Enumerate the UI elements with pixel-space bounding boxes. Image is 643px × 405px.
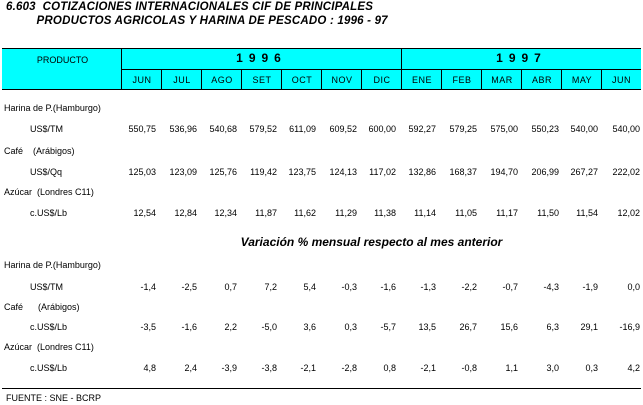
month-header-jun: JUN <box>132 75 152 85</box>
value-cell: 12,02 <box>617 208 640 218</box>
value-cell: 123,75 <box>288 167 316 177</box>
value-cell: 550,23 <box>531 124 559 134</box>
month-divider <box>241 69 242 89</box>
product-row <box>0 185 643 199</box>
value-cell: 0,8 <box>383 363 396 373</box>
value-cell: 124,13 <box>329 167 357 177</box>
value-cell: -2,8 <box>341 363 357 373</box>
value-cell: 11,05 <box>455 208 477 218</box>
value-cell: 579,52 <box>249 124 277 134</box>
unit-label: c.US$/Lb <box>30 363 68 373</box>
value-cell: 13,5 <box>418 322 436 332</box>
value-cell: 2,2 <box>224 322 237 332</box>
value-cell: 11,14 <box>414 208 436 218</box>
value-cell: 540,00 <box>612 124 640 134</box>
value-cell: 123,09 <box>169 167 197 177</box>
value-cell: 12,34 <box>214 208 237 218</box>
value-cell: 540,00 <box>570 124 598 134</box>
value-row <box>0 280 643 294</box>
table-title-line-1: 6.603 COTIZACIONES INTERNACIONALES CIF DE PRINCIPALES <box>6 1 374 13</box>
value-cell: 540,68 <box>209 124 237 134</box>
value-cell: -2,1 <box>300 363 316 373</box>
value-cell: -4,3 <box>543 282 559 292</box>
value-cell: 222,02 <box>612 167 640 177</box>
value-cell: 0,3 <box>344 322 357 332</box>
year-1997-header: 1997 <box>496 51 547 65</box>
month-header-ago: AGO <box>211 75 233 85</box>
value-cell: 609,52 <box>329 124 357 134</box>
month-header-oct: OCT <box>291 75 313 85</box>
month-header-mar: MAR <box>491 75 513 85</box>
month-header-ene: ENE <box>411 75 432 85</box>
month-divider <box>601 69 602 89</box>
value-cell: -2,2 <box>461 282 477 292</box>
product-name: Harina de P.(Hamburgo) <box>4 260 101 270</box>
value-cell: 3,6 <box>303 322 316 332</box>
month-divider <box>401 69 402 89</box>
product-row <box>0 144 643 158</box>
value-cell: 11,29 <box>335 208 357 218</box>
value-cell: 12,84 <box>174 208 197 218</box>
value-cell: 29,1 <box>580 322 598 332</box>
month-divider <box>201 69 202 89</box>
value-cell: 26,7 <box>459 322 477 332</box>
value-cell: -3,5 <box>140 322 156 332</box>
value-cell: 592,27 <box>408 124 436 134</box>
month-divider <box>321 69 322 89</box>
value-cell: 194,70 <box>490 167 518 177</box>
value-cell: -5,0 <box>261 322 277 332</box>
value-row <box>0 320 643 334</box>
value-cell: 117,02 <box>369 167 396 177</box>
table-title-line-2: PRODUCTOS AGRICOLAS Y HARINA DE PESCADO : 1996 - 97 <box>6 15 388 27</box>
product-name: Azúcar (Londres C11) <box>4 187 94 197</box>
value-cell: 11,38 <box>374 208 396 218</box>
value-cell: -1,6 <box>181 322 197 332</box>
product-name: Harina de P.(Hamburgo) <box>4 103 101 113</box>
value-cell: -3,9 <box>221 363 237 373</box>
unit-label: US$/TM <box>30 124 64 134</box>
value-cell: -1,9 <box>582 282 598 292</box>
month-divider <box>481 69 482 89</box>
month-divider <box>561 69 562 89</box>
value-cell: 4,8 <box>143 363 156 373</box>
value-row <box>0 165 643 179</box>
value-cell: 11,62 <box>294 208 316 218</box>
value-cell: -0,8 <box>461 363 477 373</box>
value-cell: -0,3 <box>341 282 357 292</box>
month-divider <box>361 69 362 89</box>
value-cell: 5,4 <box>303 282 316 292</box>
unit-label: c.US$/Lb <box>30 208 68 218</box>
month-header-feb: FEB <box>452 75 472 85</box>
value-cell: -1,6 <box>380 282 396 292</box>
value-cell: 267,27 <box>570 167 598 177</box>
value-cell: 11,17 <box>496 208 518 218</box>
unit-label: US$/Qq <box>30 167 63 177</box>
value-cell: 0,7 <box>224 282 237 292</box>
value-cell: -2,5 <box>181 282 197 292</box>
table-bottom-rule <box>2 388 641 389</box>
product-column-header: PRODUCTO <box>36 55 89 65</box>
value-cell: 0,0 <box>627 282 640 292</box>
value-cell: 7,2 <box>264 282 277 292</box>
unit-label: c.US$/Lb <box>30 322 68 332</box>
month-divider <box>521 69 522 89</box>
value-cell: 206,99 <box>531 167 559 177</box>
value-cell: 0,3 <box>585 363 598 373</box>
value-cell: 11,54 <box>576 208 598 218</box>
value-cell: 6,3 <box>546 322 559 332</box>
source-note: FUENTE : SNE - BCRP <box>6 393 102 403</box>
product-row <box>0 101 643 115</box>
value-cell: 550,75 <box>128 124 156 134</box>
variation-section-title: Variación % mensual respecto al mes anterior <box>240 235 503 249</box>
month-divider <box>281 69 282 89</box>
value-cell: 536,96 <box>169 124 197 134</box>
value-cell: 600,00 <box>368 124 396 134</box>
value-cell: 125,76 <box>209 167 237 177</box>
value-cell: -1,3 <box>420 282 436 292</box>
product-row <box>0 340 643 354</box>
product-row <box>0 300 643 314</box>
value-cell: 11,87 <box>255 208 277 218</box>
value-cell: 579,25 <box>449 124 477 134</box>
month-divider <box>161 69 162 89</box>
value-cell: 168,37 <box>449 167 477 177</box>
product-name: Café (Arábigos) <box>4 302 80 312</box>
value-row <box>0 361 643 375</box>
unit-label: US$/TM <box>30 282 64 292</box>
month-divider <box>441 69 442 89</box>
value-cell: 3,0 <box>546 363 559 373</box>
table-header <box>2 48 641 90</box>
value-cell: 125,03 <box>128 167 156 177</box>
value-cell: 575,00 <box>490 124 518 134</box>
value-cell: -2,1 <box>420 363 436 373</box>
month-header-nov: NOV <box>331 75 353 85</box>
year-1996-header: 1996 <box>236 51 287 65</box>
product-name: Café (Arábigos) <box>4 146 75 156</box>
month-header-may: MAY <box>571 75 593 85</box>
month-header-jun: JUN <box>612 75 631 85</box>
value-cell: 1,1 <box>505 363 518 373</box>
value-cell: -1,4 <box>140 282 156 292</box>
month-header-dic: DIC <box>373 75 391 85</box>
month-header-jul: JUL <box>173 75 191 85</box>
month-header-set: SET <box>252 75 272 85</box>
header-divider <box>121 69 641 70</box>
value-cell: 12,54 <box>133 208 156 218</box>
value-cell: -5,7 <box>380 322 396 332</box>
value-cell: 132,86 <box>408 167 436 177</box>
value-row <box>0 206 643 220</box>
value-cell: -0,7 <box>502 282 518 292</box>
month-header-abr: ABR <box>531 75 552 85</box>
value-row <box>0 122 643 136</box>
value-cell: -16,9 <box>619 322 640 332</box>
value-cell: 611,09 <box>289 124 316 134</box>
product-name: Azúcar (Londres C11) <box>4 342 94 352</box>
value-cell: 2,4 <box>184 363 197 373</box>
value-cell: 11,50 <box>537 208 559 218</box>
value-cell: 4,2 <box>627 363 640 373</box>
value-cell: 119,42 <box>250 167 277 177</box>
product-row <box>0 258 643 272</box>
value-cell: -3,8 <box>261 363 277 373</box>
value-cell: 15,6 <box>500 322 518 332</box>
